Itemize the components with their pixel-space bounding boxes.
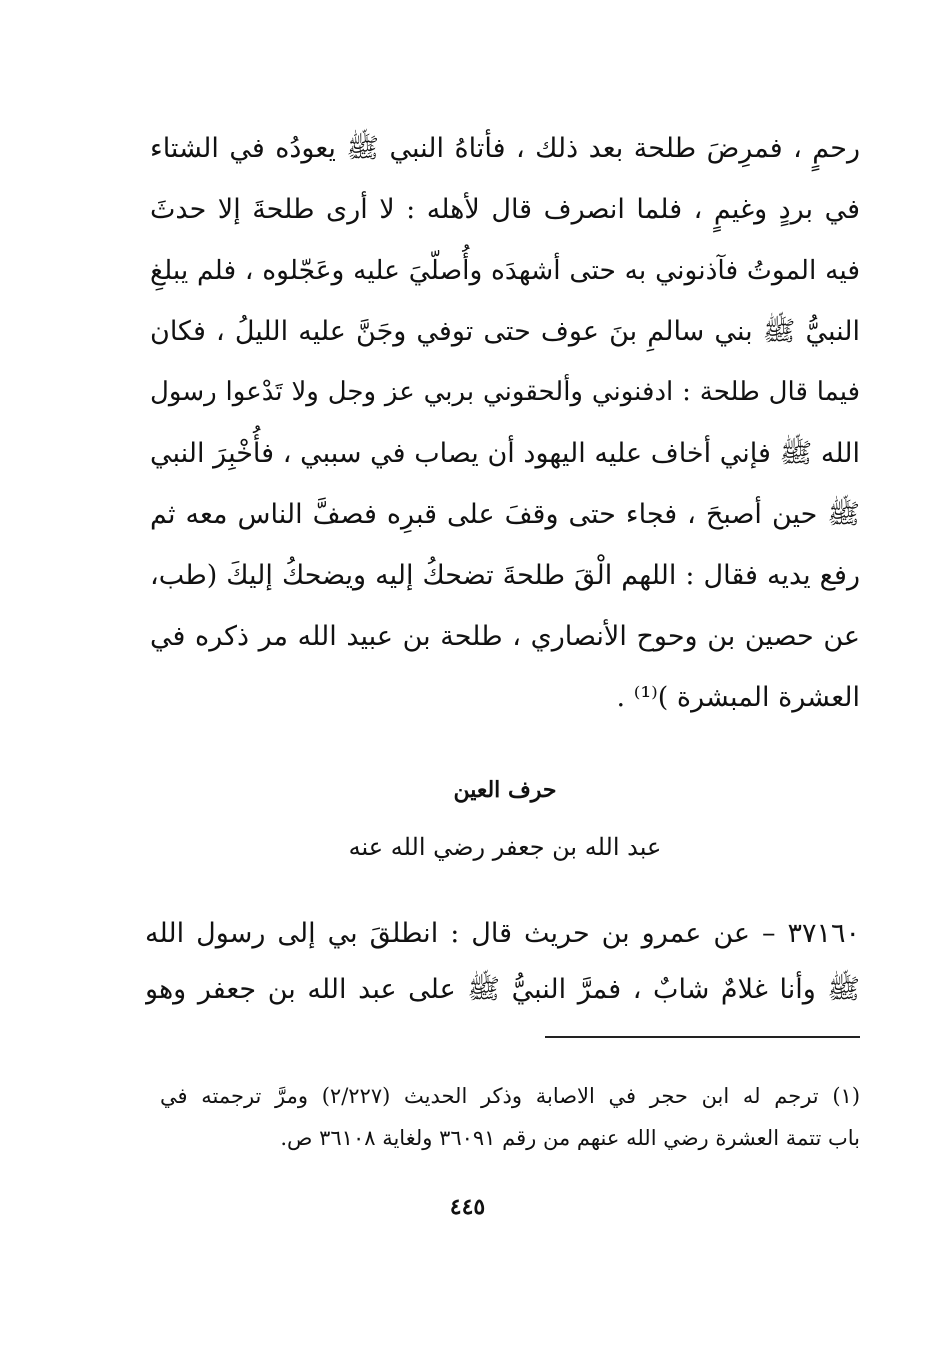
person-heading: عبد الله بن جعفر رضي الله عنه xyxy=(348,833,662,861)
text-line: فيما قال طلحة : ادفنوني وألحقوني بربي عز وجل ولا تَدْعوا رسول xyxy=(150,377,860,407)
hadith-entry xyxy=(145,906,860,1018)
text-line: رحمٍ ، فمرِضَ طلحة بعد ذلك ، فأتاهُ النبي ﷺ يعودُه في الشتاء xyxy=(150,133,860,164)
page-number: ٤٤٥ xyxy=(449,1194,486,1220)
text-line: فيه الموتُ فآذنوني به حتى أشهدَه وأُصلّيَ عليه وعَجّلوه ، فلم يبلغِ xyxy=(150,255,860,286)
footnote-line: باب تتمة العشرة رضي الله عنهم من رقم ٣٦٠٩١ ولغاية ٣٦١٠٨ ص. xyxy=(280,1126,860,1150)
text-line: ﷺ حين أصبحَ ، فجاء حتى وقفَ على قبرِه فصفَّ الناس معه ثم xyxy=(150,499,860,530)
section-heading: حرف العين xyxy=(453,777,557,803)
text-line: الله ﷺ فإني أخاف عليه اليهود أن يصاب في سببي ، فأُخْبِرَ النبي xyxy=(150,438,860,469)
main-text-block xyxy=(150,118,860,728)
footnote-separator xyxy=(545,1036,860,1038)
entry-line: ٣٧١٦٠ – عن عمرو بن حريث قال : انطلقَ بي إلى رسول الله xyxy=(145,918,860,949)
text-line: رفع يديه فقال : اللهم الْقَ طلحةَ تضحكُ إليه ويضحكُ إليكَ (طب، xyxy=(150,560,860,591)
text-line: العشرة المبشرة )⁽¹⁾ . xyxy=(616,682,860,713)
text-line: النبيُّ ﷺ بني سالمِ بنَ عوف حتى توفي وجَنَّ عليه الليلُ ، فكان xyxy=(150,316,860,347)
footnotes xyxy=(160,1075,860,1159)
text-line: عن حصين بن وحوح الأنصاري ، طلحة بن عبيد الله مر ذكره في xyxy=(150,621,860,652)
footnote-line: (١) ترجم له ابن حجر في الاصابة وذكر الحديث (٢/٢٢٧) ومرَّ ترجمته في xyxy=(160,1084,860,1108)
entry-line: ﷺ وأنا غلامٌ شابٌ ، فمرَّ النبيُّ ﷺ على عبد الله بن جعفر وهو xyxy=(145,974,860,1005)
text-line: في بردٍ وغيمٍ ، فلما انصرف قال لأهله : لا أرى طلحةَ إلا حدثَ xyxy=(150,194,860,225)
